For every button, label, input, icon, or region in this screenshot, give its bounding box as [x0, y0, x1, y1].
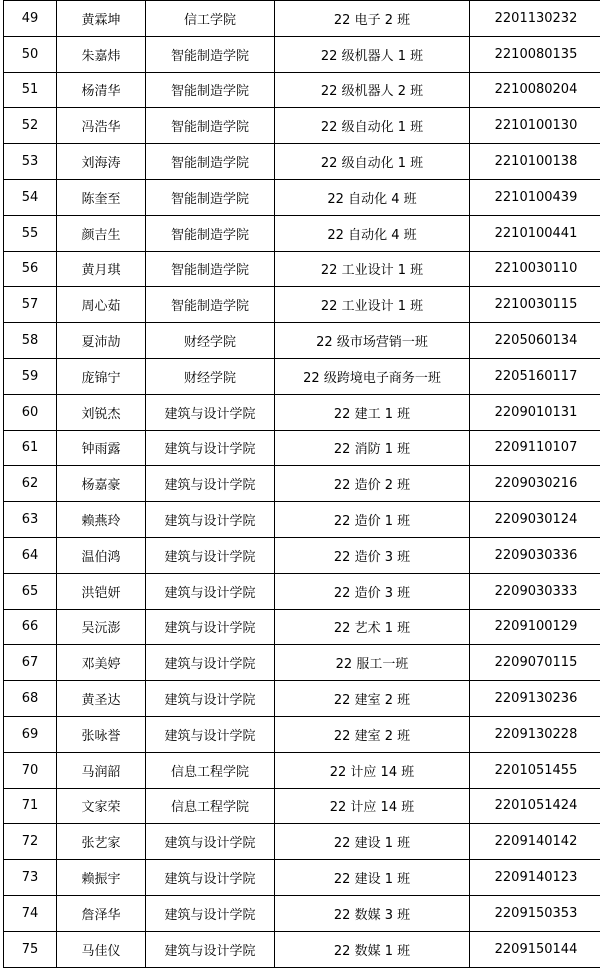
- row-number: 65: [4, 573, 57, 609]
- student-name: 吴沅澎: [57, 609, 146, 645]
- student-id: 2210030110: [470, 251, 600, 287]
- table-row: [4, 824, 600, 860]
- class-name: 22 级跨境电子商务一班: [275, 358, 470, 394]
- row-number: 59: [4, 358, 57, 394]
- class-name: 22 消防 1 班: [275, 430, 470, 466]
- student-name: 冯浩华: [57, 108, 146, 144]
- college-name: 智能制造学院: [146, 251, 275, 287]
- student-name: 洪铠妍: [57, 573, 146, 609]
- student-name: 黄月琪: [57, 251, 146, 287]
- table-row: [4, 788, 600, 824]
- college-name: 建筑与设计学院: [146, 502, 275, 538]
- table-row: [4, 179, 600, 215]
- college-name: 信息工程学院: [146, 752, 275, 788]
- row-number: 73: [4, 860, 57, 896]
- class-name: 22 造价 3 班: [275, 537, 470, 573]
- student-id: 2209070115: [470, 645, 600, 681]
- row-number: 58: [4, 323, 57, 359]
- student-roster-table: [3, 0, 600, 968]
- row-number: 50: [4, 36, 57, 72]
- student-name: 马佳仪: [57, 931, 146, 967]
- student-id: 2209110107: [470, 430, 600, 466]
- student-name: 庞锦宁: [57, 358, 146, 394]
- row-number: 75: [4, 931, 57, 967]
- student-id: 2210080135: [470, 36, 600, 72]
- student-id: 2209030216: [470, 466, 600, 502]
- roster-body: [4, 1, 600, 968]
- class-name: 22 计应 14 班: [275, 788, 470, 824]
- row-number: 62: [4, 466, 57, 502]
- student-name: 赖振宇: [57, 860, 146, 896]
- student-name: 杨清华: [57, 72, 146, 108]
- college-name: 智能制造学院: [146, 72, 275, 108]
- student-id: 2205160117: [470, 358, 600, 394]
- student-id: 2209030333: [470, 573, 600, 609]
- college-name: 智能制造学院: [146, 179, 275, 215]
- student-name: 钟雨露: [57, 430, 146, 466]
- table-row: [4, 251, 600, 287]
- row-number: 51: [4, 72, 57, 108]
- college-name: 建筑与设计学院: [146, 573, 275, 609]
- college-name: 智能制造学院: [146, 36, 275, 72]
- class-name: 22 级市场营销一班: [275, 323, 470, 359]
- table-row: [4, 502, 600, 538]
- student-name: 温伯鸿: [57, 537, 146, 573]
- student-id: 2210080204: [470, 72, 600, 108]
- student-name: 杨嘉豪: [57, 466, 146, 502]
- class-name: 22 自动化 4 班: [275, 179, 470, 215]
- student-id: 2210100441: [470, 215, 600, 251]
- table-row: [4, 895, 600, 931]
- table-row: [4, 1, 600, 37]
- class-name: 22 数媒 3 班: [275, 895, 470, 931]
- college-name: 建筑与设计学院: [146, 466, 275, 502]
- student-name: 夏沛劼: [57, 323, 146, 359]
- row-number: 55: [4, 215, 57, 251]
- row-number: 53: [4, 144, 57, 180]
- student-id: 2201051424: [470, 788, 600, 824]
- student-id: 2210100439: [470, 179, 600, 215]
- student-name: 詹泽华: [57, 895, 146, 931]
- college-name: 智能制造学院: [146, 108, 275, 144]
- student-id: 2205060134: [470, 323, 600, 359]
- row-number: 61: [4, 430, 57, 466]
- college-name: 建筑与设计学院: [146, 394, 275, 430]
- student-id: 2201051455: [470, 752, 600, 788]
- college-name: 建筑与设计学院: [146, 430, 275, 466]
- table-row: [4, 108, 600, 144]
- class-name: 22 建室 2 班: [275, 716, 470, 752]
- class-name: 22 工业设计 1 班: [275, 251, 470, 287]
- class-name: 22 建室 2 班: [275, 681, 470, 717]
- college-name: 建筑与设计学院: [146, 931, 275, 967]
- class-name: 22 建设 1 班: [275, 860, 470, 896]
- college-name: 财经学院: [146, 358, 275, 394]
- student-id: 2209140142: [470, 824, 600, 860]
- table-row: [4, 394, 600, 430]
- college-name: 智能制造学院: [146, 287, 275, 323]
- row-number: 49: [4, 1, 57, 37]
- student-name: 陈奎至: [57, 179, 146, 215]
- class-name: 22 工业设计 1 班: [275, 287, 470, 323]
- college-name: 建筑与设计学院: [146, 824, 275, 860]
- table-row: [4, 537, 600, 573]
- class-name: 22 级机器人 1 班: [275, 36, 470, 72]
- row-number: 64: [4, 537, 57, 573]
- college-name: 财经学院: [146, 323, 275, 359]
- student-id: 2209130236: [470, 681, 600, 717]
- class-name: 22 造价 1 班: [275, 502, 470, 538]
- class-name: 22 数媒 1 班: [275, 931, 470, 967]
- table-row: [4, 681, 600, 717]
- college-name: 信息工程学院: [146, 788, 275, 824]
- college-name: 建筑与设计学院: [146, 716, 275, 752]
- table-row: [4, 645, 600, 681]
- class-name: 22 服工一班: [275, 645, 470, 681]
- class-name: 22 级自动化 1 班: [275, 108, 470, 144]
- table-row: [4, 323, 600, 359]
- row-number: 74: [4, 895, 57, 931]
- college-name: 建筑与设计学院: [146, 681, 275, 717]
- row-number: 54: [4, 179, 57, 215]
- class-name: 22 造价 3 班: [275, 573, 470, 609]
- student-id: 2209030124: [470, 502, 600, 538]
- student-name: 刘锐杰: [57, 394, 146, 430]
- row-number: 63: [4, 502, 57, 538]
- student-id: 2210030115: [470, 287, 600, 323]
- table-row: [4, 752, 600, 788]
- student-id: 2209030336: [470, 537, 600, 573]
- student-id: 2209010131: [470, 394, 600, 430]
- row-number: 71: [4, 788, 57, 824]
- row-number: 67: [4, 645, 57, 681]
- table-row: [4, 573, 600, 609]
- class-name: 22 电子 2 班: [275, 1, 470, 37]
- table-row: [4, 609, 600, 645]
- row-number: 68: [4, 681, 57, 717]
- student-name: 颜吉生: [57, 215, 146, 251]
- student-name: 邓美婷: [57, 645, 146, 681]
- student-name: 文家荣: [57, 788, 146, 824]
- class-name: 22 造价 2 班: [275, 466, 470, 502]
- table-row: [4, 36, 600, 72]
- student-id: 2209150144: [470, 931, 600, 967]
- class-name: 22 级机器人 2 班: [275, 72, 470, 108]
- college-name: 建筑与设计学院: [146, 895, 275, 931]
- table-row: [4, 931, 600, 967]
- table-row: [4, 144, 600, 180]
- table-row: [4, 466, 600, 502]
- row-number: 57: [4, 287, 57, 323]
- row-number: 66: [4, 609, 57, 645]
- table-row: [4, 358, 600, 394]
- student-name: 刘海涛: [57, 144, 146, 180]
- student-id: 2201130232: [470, 1, 600, 37]
- class-name: 22 自动化 4 班: [275, 215, 470, 251]
- student-id: 2210100130: [470, 108, 600, 144]
- class-name: 22 艺术 1 班: [275, 609, 470, 645]
- student-name: 黄霖坤: [57, 1, 146, 37]
- student-id: 2209150353: [470, 895, 600, 931]
- row-number: 56: [4, 251, 57, 287]
- row-number: 69: [4, 716, 57, 752]
- college-name: 信工学院: [146, 1, 275, 37]
- class-name: 22 级自动化 1 班: [275, 144, 470, 180]
- student-id: 2209100129: [470, 609, 600, 645]
- college-name: 智能制造学院: [146, 144, 275, 180]
- college-name: 建筑与设计学院: [146, 860, 275, 896]
- student-name: 马润韶: [57, 752, 146, 788]
- table-row: [4, 716, 600, 752]
- row-number: 60: [4, 394, 57, 430]
- college-name: 建筑与设计学院: [146, 609, 275, 645]
- student-name: 朱嘉炜: [57, 36, 146, 72]
- class-name: 22 建工 1 班: [275, 394, 470, 430]
- student-id: 2209130228: [470, 716, 600, 752]
- college-name: 建筑与设计学院: [146, 537, 275, 573]
- table-row: [4, 287, 600, 323]
- student-name: 黄圣达: [57, 681, 146, 717]
- class-name: 22 计应 14 班: [275, 752, 470, 788]
- row-number: 70: [4, 752, 57, 788]
- student-name: 张咏誉: [57, 716, 146, 752]
- row-number: 72: [4, 824, 57, 860]
- row-number: 52: [4, 108, 57, 144]
- student-id: 2210100138: [470, 144, 600, 180]
- table-row: [4, 430, 600, 466]
- class-name: 22 建设 1 班: [275, 824, 470, 860]
- student-name: 张艺家: [57, 824, 146, 860]
- table-row: [4, 72, 600, 108]
- student-name: 周心茹: [57, 287, 146, 323]
- table-row: [4, 860, 600, 896]
- student-id: 2209140123: [470, 860, 600, 896]
- college-name: 智能制造学院: [146, 215, 275, 251]
- student-name: 赖燕玲: [57, 502, 146, 538]
- college-name: 建筑与设计学院: [146, 645, 275, 681]
- table-row: [4, 215, 600, 251]
